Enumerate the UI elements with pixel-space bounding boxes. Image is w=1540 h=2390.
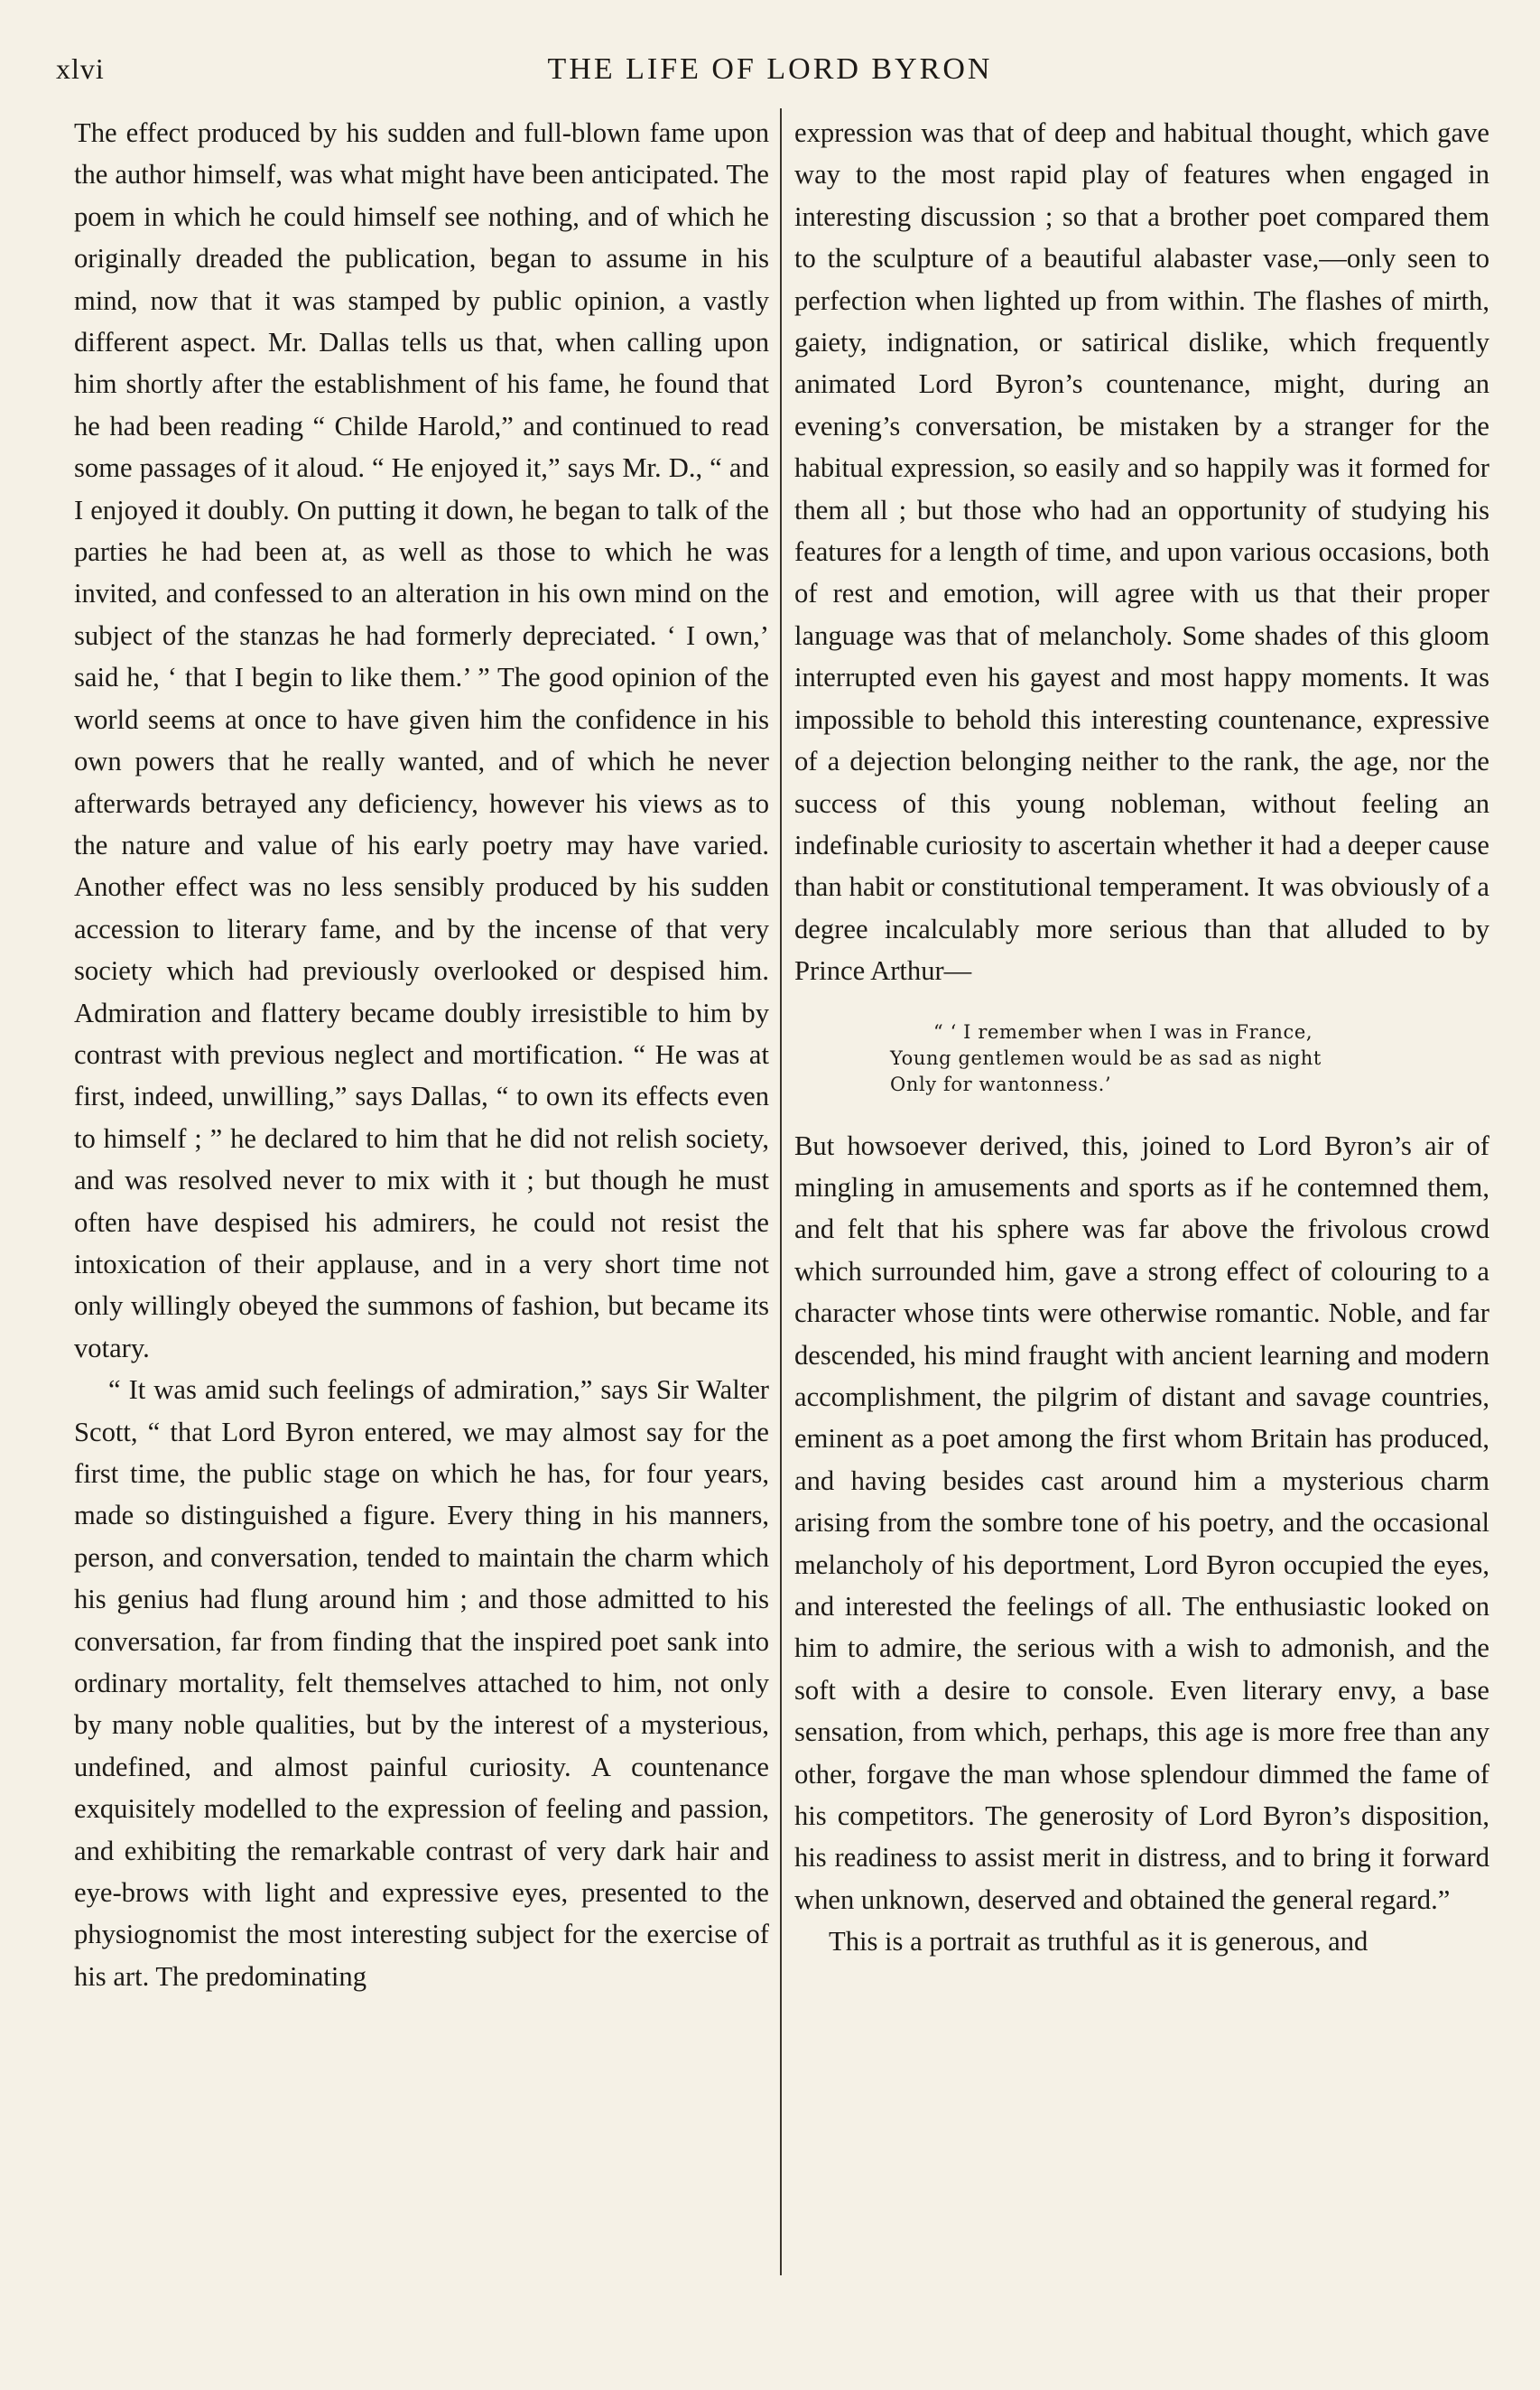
verse-line-2: Young gentlemen would be as sad as night xyxy=(890,1046,1322,1069)
column-rule xyxy=(780,108,782,2275)
verse-line-3: Only for wantonness.’ xyxy=(890,1073,1112,1095)
running-head xyxy=(56,52,1484,96)
page-number: xlvi xyxy=(56,52,105,85)
right-paragraph-3: This is a portrait as truthful as it is generous, and xyxy=(829,1926,1368,1958)
verse-quote xyxy=(890,1019,1489,1098)
left-paragraph-1: The effect produced by his sudden and full-blown fame upon the author himself, was what might have been anticipated. The poem in which he could himself see nothing, and of which he originally dreaded the publication, began to assume in his mind, now that it was stamped by public opinion, a vastly different aspect. Mr. Dallas tells us that, when calling upon him shortly after the establishment of his fame, he found that he had been reading “ Childe Harold,” and continued to read some passages of it aloud. “ He enjoyed it,” says Mr. D., “ and I enjoyed it doubly. On putting it down, he began to talk of the parties he had been at, as well as those to which he was invited, and confessed to an alteration in his own mind on the subject of the stanzas he had formerly depreciated. ‘ I own,’ said he, ‘ that I begin to like them.’ ” The good opinion of the world seems at once to have given him the confidence in his own powers that he really wanted, and of which he never afterwards betrayed any deficiency, however his views as to the nature and value of his early poetry may have varied. Another effect was no less sensibly produced by his sudden accession to literary fame, and by the incense of that very society which had previously overlooked or despised him. Admiration and flattery became doubly irresistible to him by contrast with previous neglect and mortification. “ He was at first, indeed, unwilling,” says Dallas, “ to own its effects even to himself ; ” he declared to him that he did not relish society, and was resolved never to mix with it ; but though he must often have despised his admirers, he could not resist the intoxication of their applause, and in a very short time not only willingly obeyed the summons of fashion, but became its votary. xyxy=(74,117,769,1363)
running-title: THE LIFE OF LORD BYRON xyxy=(547,52,993,86)
right-paragraph-1: expression was that of deep and habitual thought, which gave way to the most rapid play of features when engaged in interesting discussion ; so that a brother poet compared them to the sculpture of a beautiful alabaster vase,—only seen to perfection when lighted up from within. The flashes of mirth, gaiety, indignation, or satirical dislike, which frequently animated Lord Byron’s countenance, might, during an evening’s conversation, be mistaken by a stranger for the habitual expression, so easily and so happily was it formed for them all ; but those who had an opportunity of studying his features for a length of time, and upon various occasions, both of rest and emotion, will agree with us that their proper language was that of melancholy. Some shades of this gloom interrupted even his gayest and most happy moments. It was impossible to behold this interesting countenance, expressive of a dejection belonging neither to the rank, the age, nor the success of this young nobleman, without feeling an indefinable curiosity to ascertain whether it had a deeper cause than habit or constitutional temperament. It was obviously of a degree incalculably more serious than that alluded to by Prince Arthur— xyxy=(794,117,1489,987)
left-column xyxy=(74,112,769,1997)
right-paragraph-2: But howsoever derived, this, joined to Lord Byron’s air of mingling in amusements and sports as if he contemned them, and felt that his sphere was far above the frivolous crowd which surrounded him, gave a strong effect of colouring to a character whose tints were otherwise romantic. Noble, and far descended, his mind fraught with ancient learning and modern accomplishment, the pilgrim of distant and savage countries, eminent as a poet among the first whom Britain has produced, and having besides cast around him a mysterious charm arising from the sombre tone of his poetry, and the occasional melancholy of his deportment, Lord Byron occupied the eyes, and interested the feelings of all. The enthusiastic looked on him to admire, the serious with a wish to admonish, and the soft with a desire to console. Even literary envy, a base sensation, from which, perhaps, this age is more free than any other, forgave the man whose splendour dimmed the fame of his competitors. The generosity of Lord Byron’s disposition, his readiness to assist merit in distress, and to bring it forward when unknown, deserved and obtained the general regard.” xyxy=(794,1130,1489,1915)
left-paragraph-2: “ It was amid such feelings of admiration,” says Sir Walter Scott, “ that Lord Byron entered, we may almost say for the first time, the public stage on which he has, for four years, made so distinguished a figure. Every thing in his manners, person, and conversation, tended to maintain the charm which his genius had flung around him ; and those admitted to his conversation, far from finding that the inspired poet sank into ordinary mortality, felt themselves attached to him, not only by many noble qualities, but by the interest of a mysterious, undefined, and almost painful curiosity. A countenance exquisitely modelled to the expression of feeling and passion, and exhibiting the remarkable contrast of very dark hair and eye-brows with light and expressive eyes, presented to the physiognomist the most interesting subject for the exercise of his art. The predominating xyxy=(74,1374,769,1992)
verse-line-1: “ ‘ I remember when I was in France, xyxy=(933,1020,1313,1043)
right-column xyxy=(794,112,1489,1963)
